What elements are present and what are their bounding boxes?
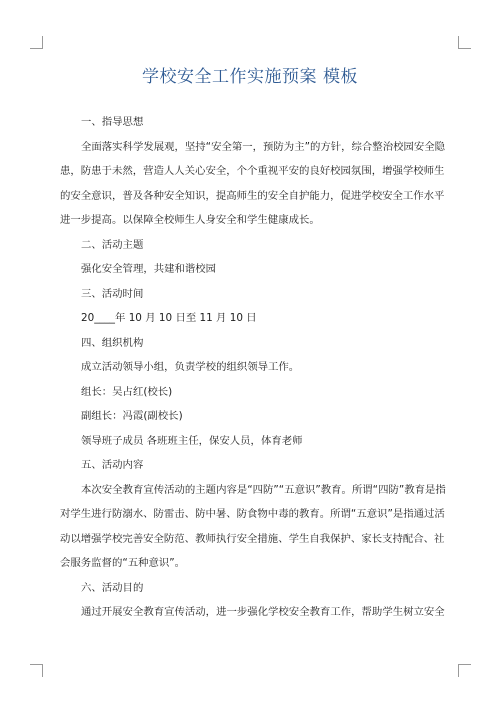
body-line: 全面落实科学发展观，坚持“安全第一，预防为主”的方针，综合整治校园安全隐 (81, 140, 446, 153)
body-line: 通过开展安全教育宣传活动，进一步强化学校安全教育工作，帮助学生树立安全 (81, 606, 445, 618)
body-line: 六、活动目的 (81, 581, 144, 594)
crop-mark-top-right (458, 36, 471, 49)
body-line: 领导班子成员 各班班主任，保安人员，体育老师 (81, 434, 303, 447)
body-line: 副组长：冯霞(副校长) (81, 410, 183, 422)
body-line: 会服务监督的“五种意识”。 (60, 557, 186, 569)
body-line: 一、指导思想 (81, 116, 144, 128)
crop-mark-top-left (30, 36, 43, 49)
body-line: 患，防患于未然，营造人人关心安全，个个重视平安的良好校园氛围，增强学校师生 (60, 165, 445, 177)
document-body (60, 110, 446, 625)
body-line: 四、组织机构 (81, 336, 144, 349)
body-line: 动以增强学校完善安全防范、教师执行安全措施、学生自我保护、家长支持配合、社 (60, 532, 445, 545)
crop-mark-bottom-right (458, 664, 471, 677)
body-line: 成立活动领导小组，负责学校的组织领导工作。 (81, 361, 300, 373)
body-line: 组长：吴占红(校长) (81, 385, 173, 398)
body-line: 本次安全教育宣传活动的主题内容是“四防”“五意识”教育。所谓“四防”教育是指 (81, 483, 446, 496)
body-line: 对学生进行防溺水、防雷击、防中暑、防食物中毒的教育。所谓“五意识”是指通过活 (60, 508, 445, 520)
body-line: 二、活动主题 (81, 238, 144, 251)
document-title: 学校安全工作实施预案 模板 (142, 67, 358, 87)
crop-mark-bottom-left (30, 664, 43, 677)
body-line: 进一步提高。以保障全校师生人身安全和学生健康成长。 (60, 214, 320, 226)
body-line: 五、活动内容 (81, 459, 144, 471)
body-line: 20____年 10 月 10 日至 11 月 10 日 (81, 312, 257, 324)
body-line: 的安全意识，普及各种安全知识，提高师生的安全自护能力，促进学校安全工作水平 (60, 189, 445, 202)
body-line: 三、活动时间 (81, 287, 144, 300)
body-line: 强化安全管理，共建和谐校园 (81, 263, 217, 275)
